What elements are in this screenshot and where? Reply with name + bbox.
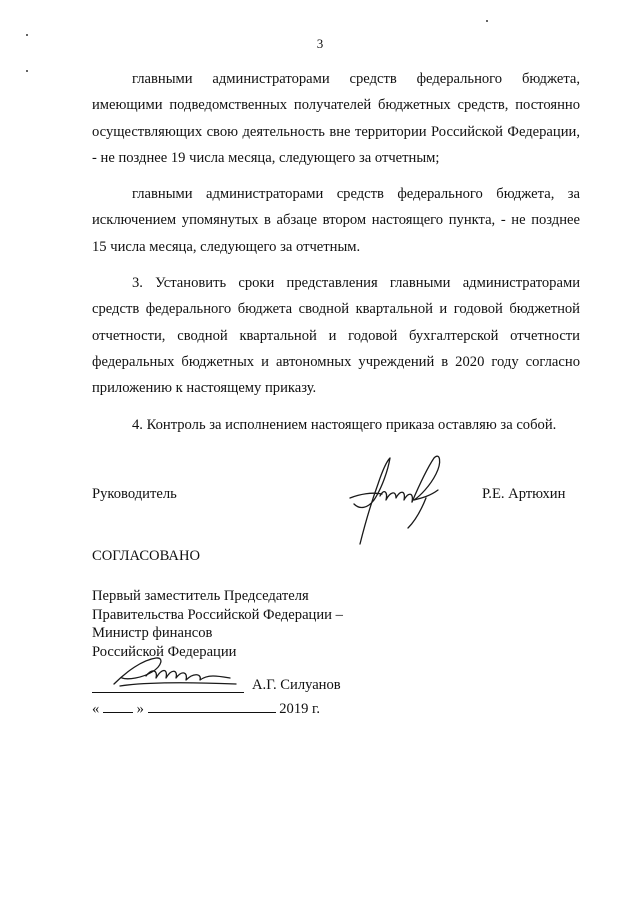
page-number: 3 xyxy=(316,36,324,51)
approval-signature-line xyxy=(92,678,244,693)
approval-title-line: Правительства Российской Федерации – xyxy=(92,606,343,623)
date-month-blank xyxy=(148,698,276,713)
signer-name: Р.Е. Артюхин xyxy=(482,486,566,502)
document-body xyxy=(92,66,580,438)
approval-title-line: Первый заместитель Председателя xyxy=(92,588,309,604)
approval-name: А.Г. Силуанов xyxy=(252,677,341,693)
paragraph-1: главными администраторами средств федерального бюджета, имеющими подведомственных получателей бюджетных средств, постоянно осуществляющих свою деятельность вне территории Российской Федерации, - не позднее 19 числа месяца, следующего за отчетным; xyxy=(92,71,580,166)
approval-title-line: Российской Федерации xyxy=(92,643,237,660)
handwritten-signature xyxy=(330,448,450,554)
scan-speck xyxy=(486,20,488,22)
date-line xyxy=(92,698,320,718)
date-open-quote: « xyxy=(92,701,100,717)
approval-title-line: Министр финансов xyxy=(92,625,213,641)
signer-position: Руководитель xyxy=(92,486,177,502)
scan-speck xyxy=(26,70,28,72)
paragraph-2: главными администраторами средств федерального бюджета, за исключением упомянутых в абзаце втором настоящего пункта, - не позднее 15 числа месяца, следующего за отчетным. xyxy=(92,186,580,255)
date-year: 2019 г. xyxy=(279,701,321,717)
date-close-quote: » xyxy=(136,701,144,717)
date-day-blank xyxy=(103,698,133,713)
approval-heading: СОГЛАСОВАНО xyxy=(92,548,201,564)
paragraph-4: 4. Контроль за исполнением настоящего приказа оставляю за собой. xyxy=(132,416,557,433)
approval-block xyxy=(92,587,343,661)
paragraph-3: 3. Установить сроки представления главными администраторами средств федерального бюджета сводной квартальной и годовой бюджетной отчетности, сводной квартальной и годовой бухгалтерской отчетности федеральных бюджетных и автономных учреждений в 2020 году согласно приложению к настоящему приказу. xyxy=(92,275,580,397)
